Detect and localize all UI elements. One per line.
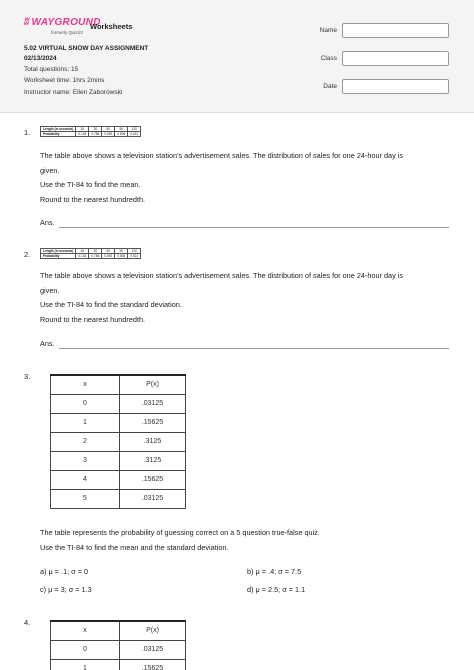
table-cell: 90	[115, 127, 128, 132]
table-cell: 0.053	[102, 254, 115, 259]
class-label: Class	[320, 55, 337, 62]
question-1-text	[40, 149, 460, 207]
table-row	[51, 451, 186, 470]
table-cell: 30	[89, 249, 102, 254]
question-text-line: Use the TI-84 to find the standard deviation.	[40, 300, 182, 309]
option-d[interactable]: d) μ = 2.5; σ = 1.1	[247, 585, 306, 594]
table-cell: 60	[102, 249, 115, 254]
question-text-line: The table above shows a television station's advertisement sales. The distribution of sales for one 24-hour day is	[40, 151, 404, 160]
column-header-x: x	[51, 621, 120, 640]
question-1-answer-label: Ans.	[40, 218, 55, 227]
question-1-number: 1.	[24, 128, 31, 137]
question-text-line: Round to the nearest hundredth.	[40, 194, 146, 204]
assignment-name: 5.02 VIRTUAL SNOW DAY ASSIGNMENT	[24, 45, 149, 52]
table-row	[51, 659, 186, 670]
table-cell: 5	[51, 489, 120, 508]
table-cell: 120	[128, 249, 141, 254]
table-cell: .3125	[120, 432, 186, 451]
table-cell: .3125	[120, 451, 186, 470]
table-cell: 0.021	[128, 254, 141, 259]
table-row	[51, 413, 186, 432]
table-cell: .15625	[120, 413, 186, 432]
question-2-text	[40, 269, 460, 327]
question-text-line: given.	[40, 285, 60, 295]
table-cell: Probability	[41, 254, 76, 259]
table-cell: 3	[51, 451, 120, 470]
question-2-answer-label: Ans.	[40, 339, 55, 348]
table-cell: .15625	[120, 470, 186, 489]
option-c[interactable]: c) μ = 3; σ = 1.3	[40, 585, 92, 594]
column-header-x: x	[51, 375, 120, 394]
table-cell: .03125	[120, 394, 186, 413]
table-cell: Length (in seconds)	[41, 127, 76, 132]
total-questions: Total questions: 15	[24, 66, 79, 73]
table-cell: 1	[51, 413, 120, 432]
question-text-line: given.	[40, 165, 60, 175]
option-b[interactable]: b) μ = .4; σ = 7.5	[247, 567, 302, 576]
column-header-px: P(x)	[120, 621, 186, 640]
question-3-table	[50, 374, 186, 509]
question-2-number: 2.	[24, 250, 31, 259]
table-cell: 0.006	[115, 132, 128, 137]
question-1-answer-line[interactable]	[59, 227, 449, 228]
instructor-name: Instructor name: Ellen Zaborowski	[24, 89, 123, 96]
question-2-table	[40, 248, 141, 259]
worksheet-time: Worksheet time: 1hrs 2mins	[24, 77, 105, 84]
table-cell: Length (in seconds)	[41, 249, 76, 254]
table-row	[51, 470, 186, 489]
table-cell: 120	[128, 127, 141, 132]
table-cell: 0	[51, 394, 120, 413]
table-cell: 0.134	[76, 132, 89, 137]
column-header-px: P(x)	[120, 375, 186, 394]
name-field[interactable]	[342, 23, 449, 38]
table-cell: 0.786	[89, 254, 102, 259]
question-1-table	[40, 126, 141, 137]
question-3-text	[40, 526, 460, 555]
table-cell: 1	[51, 659, 120, 670]
table-cell: 15	[76, 127, 89, 132]
table-cell: .03125	[120, 640, 186, 659]
logo-subtitle: formerly Quizizz	[51, 30, 84, 35]
assignment-date: 02/13/2024	[24, 55, 57, 62]
question-4-table	[50, 620, 186, 670]
worksheet-header	[0, 0, 474, 113]
table-cell: 0	[51, 640, 120, 659]
question-text-line: Use the TI-84 to find the mean.	[40, 180, 141, 189]
table-cell: .03125	[120, 489, 186, 508]
table-row	[51, 489, 186, 508]
table-row	[51, 432, 186, 451]
table-cell: 0.021	[128, 132, 141, 137]
logo-wordmark: WAYGROUND	[31, 17, 101, 28]
date-field[interactable]	[342, 79, 449, 94]
class-field[interactable]	[342, 51, 449, 66]
table-cell: 15	[76, 249, 89, 254]
table-cell: 0.006	[115, 254, 128, 259]
name-label: Name	[319, 27, 337, 34]
section-title: Worksheets	[90, 22, 133, 31]
question-text-line: Use the TI-84 to find the mean and the standard deviation.	[40, 542, 229, 552]
table-cell: 0.134	[76, 254, 89, 259]
table-row	[51, 640, 186, 659]
question-text-line: Round to the nearest hundredth.	[40, 314, 146, 324]
table-cell: 0.786	[89, 132, 102, 137]
table-cell: 2	[51, 432, 120, 451]
question-2-answer-line[interactable]	[59, 348, 449, 349]
table-cell: 90	[115, 249, 128, 254]
date-label: Date	[323, 83, 337, 90]
table-cell: Probability	[41, 132, 76, 137]
question-4-number: 4.	[24, 618, 31, 627]
table-cell: 4	[51, 470, 120, 489]
question-3-number: 3.	[24, 372, 31, 381]
option-a[interactable]: a) μ = .1; σ = 0	[40, 567, 89, 576]
table-cell: 0.053	[102, 132, 115, 137]
question-text-line: The table above shows a television station's advertisement sales. The distribution of sales for one 24-hour day is	[40, 271, 404, 280]
table-cell: .15625	[120, 659, 186, 670]
table-cell: 30	[89, 127, 102, 132]
question-text-line: The table represents the probability of guessing correct on a 5 question true-false quiz.	[40, 528, 320, 537]
logo-mark-icon: ʬ	[24, 17, 30, 28]
table-cell: 60	[102, 127, 115, 132]
assignment-title	[24, 44, 148, 64]
table-row	[51, 394, 186, 413]
